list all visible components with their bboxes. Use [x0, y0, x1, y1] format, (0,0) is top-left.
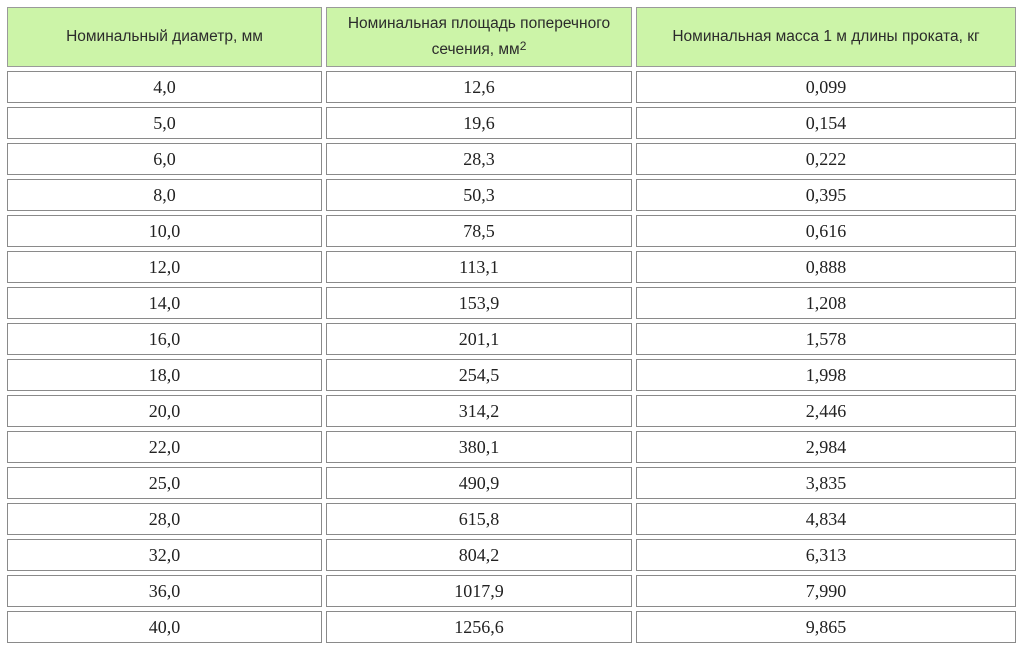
cell-diameter: 25,0 — [7, 467, 322, 499]
cell-diameter: 32,0 — [7, 539, 322, 571]
cell-area: 153,9 — [326, 287, 632, 319]
header-cross-section-area-label: Номинальная площадь поперечного сечения, мм — [347, 15, 611, 58]
cell-mass: 7,990 — [636, 575, 1016, 607]
cell-area: 380,1 — [326, 431, 632, 463]
cell-area: 314,2 — [326, 395, 632, 427]
cell-mass: 9,865 — [636, 611, 1016, 643]
header-nominal-diameter — [7, 7, 322, 67]
cell-diameter: 5,0 — [7, 107, 322, 139]
table-row — [7, 215, 1016, 247]
cell-area: 113,1 — [326, 251, 632, 283]
cell-mass: 2,984 — [636, 431, 1016, 463]
cell-mass: 0,154 — [636, 107, 1016, 139]
cell-diameter: 14,0 — [7, 287, 322, 319]
table-row — [7, 323, 1016, 355]
cell-diameter: 36,0 — [7, 575, 322, 607]
cell-diameter: 8,0 — [7, 179, 322, 211]
header-nominal-mass — [636, 7, 1016, 67]
cell-area: 1017,9 — [326, 575, 632, 607]
cell-diameter: 22,0 — [7, 431, 322, 463]
cell-mass: 4,834 — [636, 503, 1016, 535]
cell-mass: 0,616 — [636, 215, 1016, 247]
cell-area: 201,1 — [326, 323, 632, 355]
cell-area: 78,5 — [326, 215, 632, 247]
cell-diameter: 4,0 — [7, 71, 322, 103]
cell-mass: 2,446 — [636, 395, 1016, 427]
rebar-table-container — [7, 7, 1024, 647]
cell-area: 50,3 — [326, 179, 632, 211]
cell-mass: 1,998 — [636, 359, 1016, 391]
cell-mass: 0,395 — [636, 179, 1016, 211]
header-nominal-diameter-label: Номинальный диаметр, мм — [66, 28, 263, 45]
cell-mass: 0,222 — [636, 143, 1016, 175]
cell-diameter: 12,0 — [7, 251, 322, 283]
cell-area: 28,3 — [326, 143, 632, 175]
table-row — [7, 287, 1016, 319]
cell-mass: 6,313 — [636, 539, 1016, 571]
table-row — [7, 431, 1016, 463]
header-area-unit-superscript: 2 — [519, 39, 527, 53]
rebar-dimensions-table — [3, 3, 1020, 647]
table-body — [7, 71, 1016, 643]
table-header-row — [7, 7, 1016, 67]
table-row — [7, 539, 1016, 571]
header-cross-section-area — [326, 7, 632, 67]
table-row — [7, 467, 1016, 499]
cell-area: 19,6 — [326, 107, 632, 139]
cell-diameter: 40,0 — [7, 611, 322, 643]
cell-area: 615,8 — [326, 503, 632, 535]
table-row — [7, 107, 1016, 139]
cell-diameter: 18,0 — [7, 359, 322, 391]
cell-diameter: 28,0 — [7, 503, 322, 535]
table-row — [7, 179, 1016, 211]
cell-area: 804,2 — [326, 539, 632, 571]
cell-mass: 0,888 — [636, 251, 1016, 283]
cell-mass: 3,835 — [636, 467, 1016, 499]
cell-diameter: 10,0 — [7, 215, 322, 247]
table-row — [7, 395, 1016, 427]
cell-mass: 0,099 — [636, 71, 1016, 103]
cell-area: 1256,6 — [326, 611, 632, 643]
cell-diameter: 16,0 — [7, 323, 322, 355]
table-row — [7, 575, 1016, 607]
cell-diameter: 20,0 — [7, 395, 322, 427]
cell-area: 12,6 — [326, 71, 632, 103]
cell-mass: 1,208 — [636, 287, 1016, 319]
table-row — [7, 611, 1016, 643]
cell-area: 254,5 — [326, 359, 632, 391]
header-nominal-mass-label: Номинальная масса 1 м длины проката, кг — [672, 28, 980, 45]
table-row — [7, 359, 1016, 391]
cell-area: 490,9 — [326, 467, 632, 499]
cell-diameter: 6,0 — [7, 143, 322, 175]
table-row — [7, 251, 1016, 283]
table-row — [7, 143, 1016, 175]
table-row — [7, 503, 1016, 535]
cell-mass: 1,578 — [636, 323, 1016, 355]
table-row — [7, 71, 1016, 103]
